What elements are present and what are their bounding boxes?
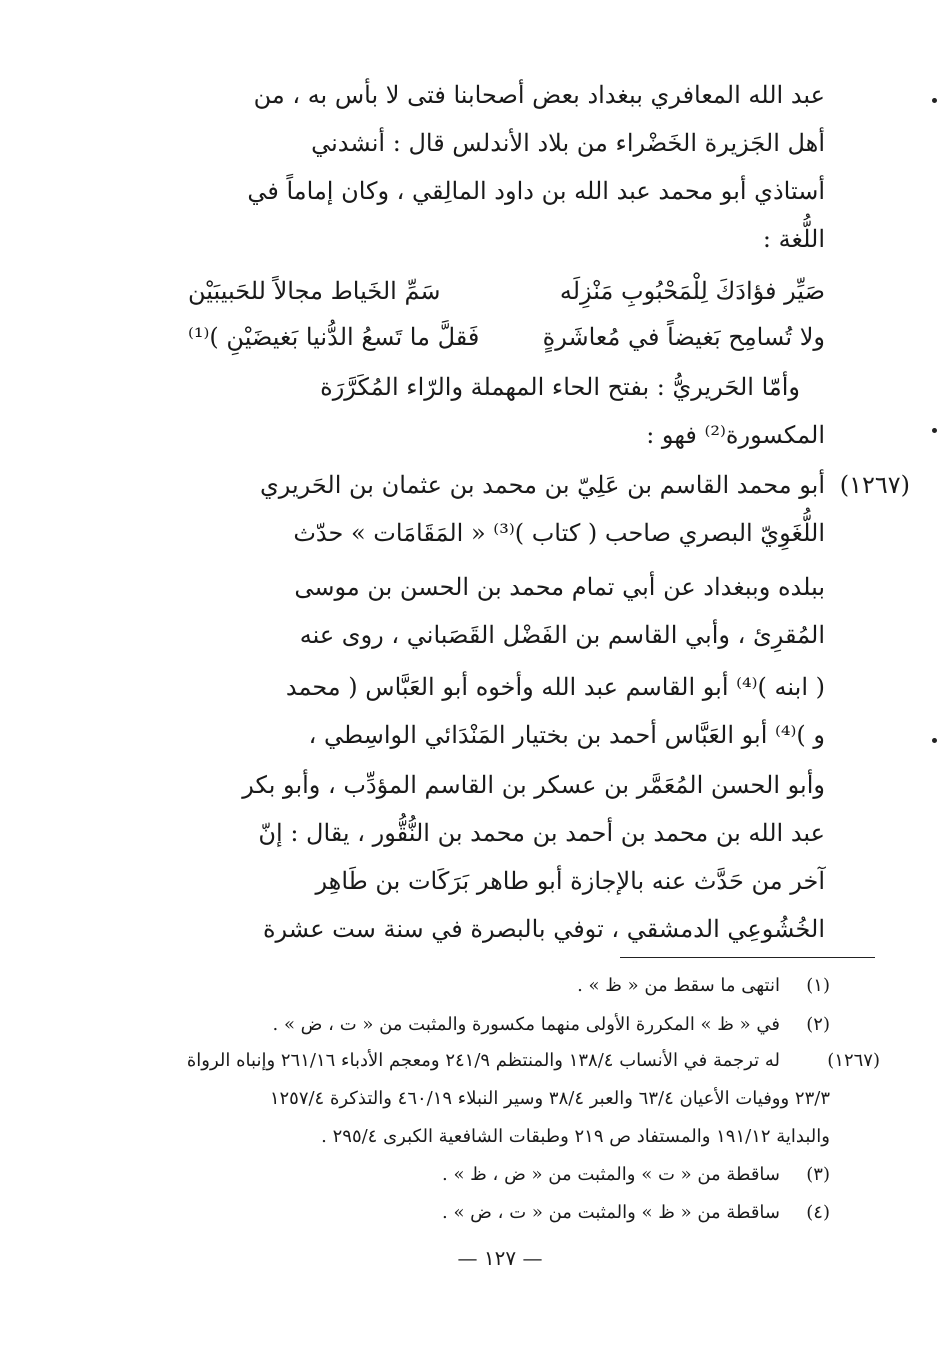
entry-line: و )⁽⁴⁾ أبو العَبَّاس أحمد بن بختيار المَنْدَائي الواسِطي ، [308,721,825,749]
entry-line: المُقرِئ ، وأبي القاسم بن الفَضْل القَصَباني ، روى عنه [299,621,825,649]
entry-line: أبو محمد القاسم بن عَلِيّ بن محمد بن عثمان بن الحَريري [259,471,825,499]
entry-line: عبد الله بن محمد بن أحمد بن محمد بن النُّقُّور ، يقال : إنّ [258,819,825,847]
footnote-text-continued: ٢٣/٣ ووفيات الأعيان ٦٣/٤ والعبر ٣٨/٤ وسير النبلاء ٤٦٠/١٩ والتذكرة ١٢٥٧/٤ [269,1088,830,1109]
verse-hemistich-left: سَمِّ الخَياط مجالاً للحَبيبَيْن [188,277,441,305]
entry-line: آخر من حَدَّث عنه بالإجازة أبو طاهر بَرَكَات بن طَاهِر [315,867,825,895]
footnote-number: (٢) [806,1014,830,1035]
footnote-number: (٣) [806,1164,830,1185]
text-line: اللُّغة : [762,225,825,253]
entry-line: اللُّغَوِيّ البصري صاحب ( كتاب )⁽³⁾ « المَقَامَات » حدّث [293,519,825,547]
scan-speck [932,98,937,103]
footnote-number: (٤) [806,1202,830,1223]
text-line: وأمّا الحَريريُّ : بفتح الحاء المهملة والرّاء المُكَرَّرَة [320,373,800,401]
entry-line: وأبو الحسن المُعَمَّر بن عسكر بن القاسم المؤدِّب ، وأبو بكر [242,771,825,799]
text-line: عبد الله المعافري ببغداد بعض أصحابنا فتى لا بأس به ، من [253,81,825,109]
entry-line: ( ابنه )⁽⁴⁾ أبو القاسم عبد الله وأخوه أبو العَبَّاس ( محمد [285,673,825,701]
footnote-number: (١) [806,975,830,996]
text-line: المكسورة⁽²⁾ فهو : [646,421,825,449]
footnote-text: ساقطة من « ظ » والمثبت من « ت ، ض » . [442,1202,780,1223]
verse-hemistich-right: صَيِّر فؤادَكَ لِلْمَحْبُوبِ مَنْزِلَه [559,277,825,305]
footnote-text: ساقطة من « ت » والمثبت من « ض ، ظ » . [442,1164,780,1185]
footnote-text-continued: والبداية ١٩١/١٢ والمستفاد ص ٢١٩ وطبقات الشافعية الكبرى ٢٩٥/٤ . [321,1126,830,1147]
footnote-separator [620,957,875,958]
text-line: أهل الجَزيرة الخَضْراء من بلاد الأندلس قال : أنشدني [311,129,825,157]
page-number: — ١٢٧ — [457,1246,543,1270]
footnote-text: في « ظ » المكررة الأولى منهما مكسورة والمثبت من « ت ، ض » . [272,1014,780,1035]
verse-hemistich-left: فَقلَّ ما تَسعُ الدُّنيا بَغيضَيْنِ )⁽¹⁾ [188,323,480,351]
footnote-text: انتهى ما سقط من « ظ » . [577,975,780,996]
entry-line: ببلده وببغداد عن أبي تمام محمد بن الحسن بن موسى [294,573,825,601]
verse-hemistich-right: ولا تُسامِح بَغيضاً في مُعاشَرةٍ [542,323,825,351]
entry-number: (١٢٦٧) [839,471,910,499]
footnote-text: له ترجمة في الأنساب ١٣٨/٤ والمنتظم ٢٤١/٩ ومعجم الأدباء ٢٦١/١٦ وإنباه الرواة [186,1050,780,1071]
entry-line: الخُشُوعِي الدمشقي ، توفي بالبصرة في سنة ست عشرة [262,915,825,943]
footnote-number: (١٢٦٧) [827,1050,880,1071]
scan-speck [932,428,937,433]
text-line: أستاذي أبو محمد عبد الله بن داود المالِقي ، وكان إماماً في [247,177,825,205]
scan-speck [932,738,937,743]
